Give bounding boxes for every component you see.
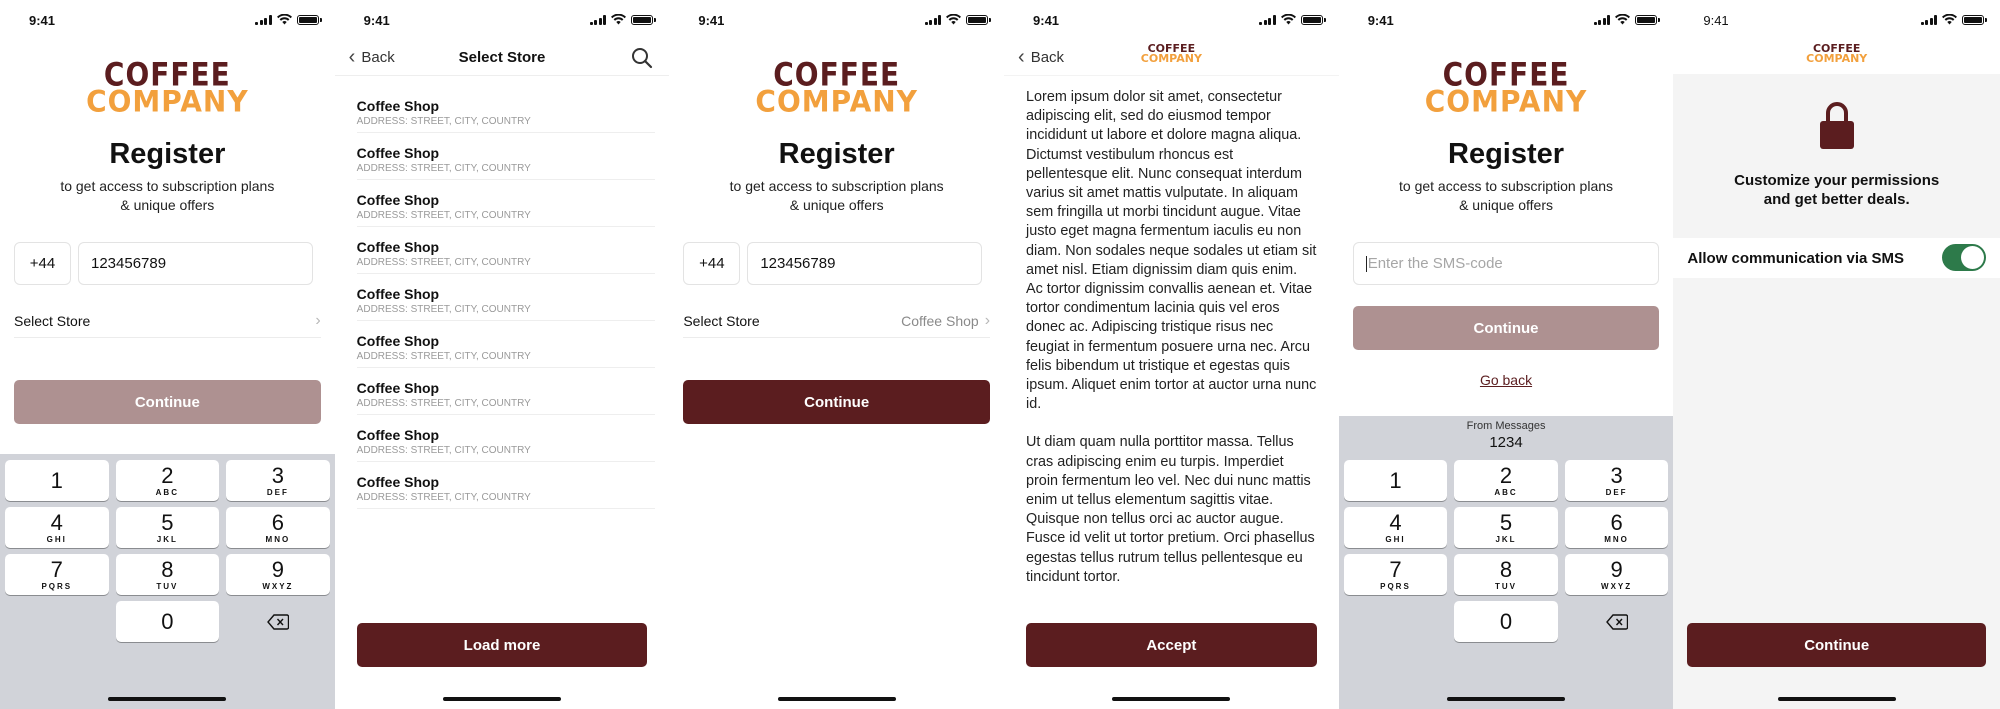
status-icons bbox=[1921, 14, 1985, 25]
select-store-label: Select Store bbox=[683, 312, 760, 329]
backspace-icon[interactable] bbox=[226, 601, 330, 642]
keypad-key[interactable]: 7 PQRS bbox=[5, 554, 109, 595]
store-list-item[interactable] bbox=[357, 133, 656, 180]
battery-icon bbox=[966, 15, 988, 25]
keypad-key[interactable]: 2 ABC bbox=[1454, 460, 1558, 501]
select-store-row[interactable] bbox=[14, 304, 321, 338]
store-list-item[interactable] bbox=[357, 86, 656, 133]
chevron-right-icon: › bbox=[315, 311, 321, 329]
screen-permissions bbox=[1673, 0, 2000, 709]
store-address: ADDRESS: STREET, CITY, COUNTRY bbox=[356, 445, 531, 456]
battery-icon bbox=[1635, 15, 1657, 25]
page-subtitle: to get access to subscription plans & unique offers bbox=[60, 178, 275, 213]
wifi-icon bbox=[1281, 14, 1296, 25]
status-icons bbox=[590, 14, 654, 25]
lock-icon bbox=[1819, 100, 1855, 150]
screen-select-store bbox=[335, 0, 670, 709]
status-bar bbox=[0, 0, 335, 40]
wifi-icon bbox=[277, 14, 292, 25]
store-list-item[interactable] bbox=[357, 368, 656, 415]
store-address: ADDRESS: STREET, CITY, COUNTRY bbox=[356, 351, 531, 362]
status-bar bbox=[1004, 0, 1339, 40]
backspace-icon[interactable] bbox=[1565, 601, 1669, 642]
keypad-blank bbox=[5, 601, 109, 642]
store-list bbox=[357, 86, 656, 509]
keypad-key[interactable]: 4 GHI bbox=[5, 507, 109, 548]
store-address: ADDRESS: STREET, CITY, COUNTRY bbox=[356, 492, 531, 503]
permissions-message: Customize your permissions and get better deals. bbox=[1734, 172, 1940, 208]
back-button[interactable]: ‹ Back bbox=[348, 46, 395, 68]
status-icons bbox=[925, 14, 989, 25]
status-bar bbox=[335, 0, 670, 40]
chevron-right-icon: › bbox=[984, 311, 991, 329]
status-time: 9:41 bbox=[1033, 13, 1060, 28]
selected-store-value: Coffee Shop bbox=[901, 312, 979, 329]
battery-icon bbox=[1301, 15, 1323, 25]
store-address: ADDRESS: STREET, CITY, COUNTRY bbox=[356, 116, 531, 127]
nav-title: Select Store bbox=[458, 49, 546, 66]
phone-input[interactable]: 123456789 bbox=[78, 242, 313, 285]
keypad-key-zero[interactable]: 0 bbox=[1454, 601, 1558, 642]
keypad-key[interactable]: 5 JKL bbox=[116, 507, 220, 548]
store-name: Coffee Shop bbox=[356, 286, 440, 302]
status-icons bbox=[1259, 14, 1323, 25]
store-name: Coffee Shop bbox=[356, 98, 440, 114]
status-icons bbox=[255, 14, 319, 25]
store-name: Coffee Shop bbox=[356, 145, 440, 161]
nav-header bbox=[335, 42, 670, 76]
sms-permission-row bbox=[1673, 238, 2000, 278]
keypad-key[interactable]: 9 WXYZ bbox=[1565, 554, 1669, 595]
keypad-key[interactable]: 3 DEF bbox=[1565, 460, 1669, 501]
go-back-link[interactable]: Go back bbox=[1479, 372, 1533, 388]
brand-logo: COFFEE COMPANY bbox=[86, 55, 249, 119]
status-time: 9:41 bbox=[29, 13, 56, 28]
keypad-key[interactable]: 9 WXYZ bbox=[226, 554, 330, 595]
home-indicator bbox=[1112, 697, 1230, 701]
keypad-key[interactable]: 6 MNO bbox=[226, 507, 330, 548]
status-time: 9:41 bbox=[698, 13, 725, 28]
store-list-item[interactable] bbox=[357, 321, 656, 368]
sms-code-placeholder: Enter the SMS-code bbox=[1367, 255, 1503, 272]
store-name: Coffee Shop bbox=[356, 239, 440, 255]
status-time: 9:41 bbox=[1367, 13, 1394, 28]
store-address: ADDRESS: STREET, CITY, COUNTRY bbox=[356, 163, 531, 174]
store-name: Coffee Shop bbox=[356, 380, 440, 396]
signal-icon bbox=[590, 15, 607, 25]
page-title: Register bbox=[778, 138, 895, 170]
screen-sms-code bbox=[1339, 0, 1674, 709]
chevron-left-icon: ‹ bbox=[348, 46, 356, 68]
keypad-key[interactable]: 8 TUV bbox=[116, 554, 220, 595]
brand-logo: COFFEE COMPANY bbox=[755, 55, 918, 119]
chevron-left-icon: ‹ bbox=[1018, 46, 1025, 68]
sms-permission-label: Allow communication via SMS bbox=[1687, 249, 1905, 267]
screen-register-filled bbox=[669, 0, 1004, 709]
store-address: ADDRESS: STREET, CITY, COUNTRY bbox=[356, 257, 531, 268]
signal-icon bbox=[1921, 15, 1938, 25]
sms-code-input[interactable] bbox=[1353, 242, 1660, 285]
store-name: Coffee Shop bbox=[356, 427, 440, 443]
continue-button[interactable]: Continue bbox=[1353, 306, 1660, 350]
phone-input[interactable]: 123456789 bbox=[747, 242, 982, 285]
wifi-icon bbox=[1942, 14, 1957, 25]
wifi-icon bbox=[1615, 14, 1630, 25]
store-address: ADDRESS: STREET, CITY, COUNTRY bbox=[356, 398, 531, 409]
continue-button[interactable]: Continue bbox=[1687, 623, 1986, 667]
keypad-key[interactable]: 4 GHI bbox=[1344, 507, 1448, 548]
text-cursor bbox=[1366, 256, 1367, 272]
page-subtitle: to get access to subscription plans & unique offers bbox=[729, 178, 944, 213]
store-address: ADDRESS: STREET, CITY, COUNTRY bbox=[356, 210, 531, 221]
select-store-row[interactable] bbox=[683, 304, 990, 338]
keypad-key[interactable]: 1 bbox=[5, 460, 109, 501]
load-more-button[interactable]: Load more bbox=[357, 623, 648, 667]
keypad-key[interactable]: 8 TUV bbox=[1454, 554, 1558, 595]
continue-button[interactable]: Continue bbox=[683, 380, 990, 424]
brand-logo: COFFEE COMPANY bbox=[1424, 55, 1588, 119]
keypad-key-zero[interactable]: 0 bbox=[116, 601, 220, 642]
battery-icon bbox=[1962, 15, 1984, 25]
page-title: Register bbox=[1448, 138, 1565, 170]
signal-icon bbox=[255, 15, 272, 25]
store-list-item[interactable] bbox=[357, 462, 656, 509]
brand-logo: COFFEE COMPANY bbox=[1140, 42, 1202, 66]
terms-text: Lorem ipsum dolor sit amet, consectetur adipiscing elit, sed do eiusmod tempor incididunt ut labore et dolore magna aliqua. Dictumst vestibulum rhoncus est pellentesque elit. Nunc consequat interdum varius sit amet mattis vulputate. In aliquam sem fringilla ut morbi tincidunt augue. Vitae justo eget magna fermentum iaculis eu non diam. Non sodales neque sodales ut etiam sit amet nisl. Etiam dignissim diam quis enim. Ac tortor dignissim convallis aenean et. Vitae tortor condimentum lacinia quis vel eros donec ac. Adipiscing tristique risus nec feugiat in fermentum posuere urna nec. Arcu felis bibendum ut tristique et egestas quis ipsum. Aliquet enim tortor at auctor urna nunc id. Ut diam quam nulla porttitor massa. Tellus cras adipiscing enim eu turpis. Imperdiet proin fermentum leo vel. Nec dui nunc mattis enim ut tellus elementum sagittis vitae. Quisque non tellus orci ac auctor augue. Fusce id velit ut tortor pretium. Orci phasellus egestas tellus rutrum tellus pellentesque eu tincidunt tortor. bbox=[1026, 89, 1317, 585]
numeric-keypad bbox=[1339, 416, 1674, 709]
store-list-item[interactable] bbox=[357, 180, 656, 227]
status-bar bbox=[1673, 0, 2000, 74]
select-store-label: Select Store bbox=[14, 312, 91, 329]
brand-logo: COFFEE COMPANY bbox=[1806, 42, 1868, 66]
screen-register bbox=[0, 0, 335, 709]
country-code-field[interactable]: +44 bbox=[683, 242, 740, 285]
status-bar bbox=[1339, 0, 1674, 40]
store-name: Coffee Shop bbox=[356, 333, 440, 349]
battery-icon bbox=[631, 15, 653, 25]
keypad-key[interactable]: 3 DEF bbox=[226, 460, 330, 501]
store-name: Coffee Shop bbox=[356, 192, 440, 208]
battery-icon bbox=[297, 15, 319, 25]
home-indicator bbox=[108, 697, 226, 701]
keypad-blank bbox=[1344, 601, 1448, 642]
keypad-key[interactable]: 2 ABC bbox=[116, 460, 220, 501]
signal-icon bbox=[1259, 15, 1276, 25]
sms-autofill-suggestion[interactable]: From Messages 1234 bbox=[1466, 420, 1546, 451]
search-icon[interactable] bbox=[631, 47, 653, 69]
home-indicator bbox=[778, 697, 896, 701]
numeric-keypad bbox=[0, 454, 335, 709]
screen-terms bbox=[1004, 0, 1339, 709]
continue-button[interactable]: Continue bbox=[14, 380, 321, 424]
wifi-icon bbox=[611, 14, 626, 25]
page-title: Register bbox=[109, 138, 226, 170]
accept-button[interactable]: Accept bbox=[1026, 623, 1317, 667]
home-indicator bbox=[443, 697, 561, 701]
keypad-key[interactable]: 7 PQRS bbox=[1344, 554, 1448, 595]
store-address: ADDRESS: STREET, CITY, COUNTRY bbox=[356, 304, 531, 315]
home-indicator bbox=[1778, 697, 1896, 701]
store-list-item[interactable] bbox=[357, 274, 656, 321]
store-list-item[interactable] bbox=[357, 415, 656, 462]
wifi-icon bbox=[946, 14, 961, 25]
status-bar bbox=[669, 0, 1004, 40]
home-indicator bbox=[1447, 697, 1565, 701]
keypad-key[interactable]: 5 JKL bbox=[1454, 507, 1558, 548]
keypad-key[interactable]: 6 MNO bbox=[1565, 507, 1669, 548]
status-icons bbox=[1594, 14, 1658, 25]
store-list-item[interactable] bbox=[357, 227, 656, 274]
nav-header bbox=[1004, 42, 1339, 76]
signal-icon bbox=[1594, 15, 1611, 25]
keypad-key[interactable]: 1 bbox=[1344, 460, 1448, 501]
country-code-field[interactable]: +44 bbox=[14, 242, 71, 285]
signal-icon bbox=[925, 15, 942, 25]
page-subtitle: to get access to subscription plans & unique offers bbox=[1399, 178, 1614, 213]
back-button[interactable]: ‹ Back bbox=[1018, 46, 1065, 68]
status-time: 9:41 bbox=[363, 13, 390, 28]
sms-permission-toggle[interactable] bbox=[1942, 244, 1986, 271]
status-time: 9:41 bbox=[1703, 13, 1729, 28]
store-name: Coffee Shop bbox=[356, 474, 440, 490]
